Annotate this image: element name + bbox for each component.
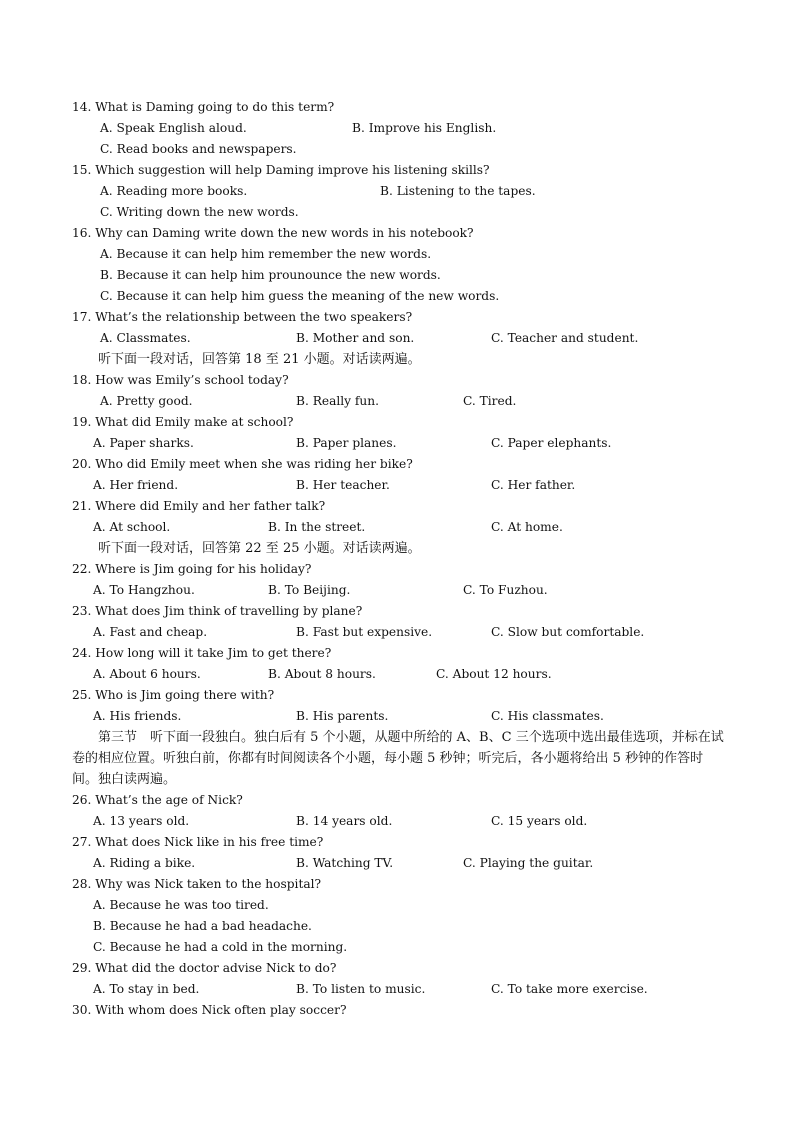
option: A. Her friend. <box>93 478 179 492</box>
option: B. 14 years old. <box>296 814 393 828</box>
option: B. To Beijing. <box>268 583 351 597</box>
question-25: 25. Who is Jim going there with? <box>72 688 275 702</box>
instruction-dialog-18-21: 听下面一段对话，回答第 18 至 21 小题。对话读两遍。 <box>98 352 421 367</box>
instruction-dialog-22-25: 听下面一段对话，回答第 22 至 25 小题。对话读两遍。 <box>98 541 421 556</box>
question-24: 24. How long will it take Jim to get there? <box>72 646 332 660</box>
option: B. Because he had a bad headache. <box>93 919 312 933</box>
option: C. To take more exercise. <box>491 982 648 996</box>
instruction-section-3: 第三节 听下面一段独白。独白后有 5 个小题，从题中所给的 A、B、C 三个选项中选出最佳选项，并标在试卷的相应位置。听独白前，你都有时间阅读各个小题，每小题 5 秒钟；听完后，各小题将给出 5 秒钟的作答时间。独白读两遍。 <box>72 730 724 787</box>
option: A. Fast and cheap. <box>93 625 208 639</box>
option: B. Watching TV. <box>296 856 394 870</box>
option: A. Paper sharks. <box>93 436 194 450</box>
option: A. Classmates. <box>100 331 191 345</box>
option: C. His classmates. <box>491 709 604 723</box>
option: B. Listening to the tapes. <box>380 184 536 198</box>
question-21: 21. Where did Emily and her father talk? <box>72 499 326 513</box>
option: C. 15 years old. <box>491 814 588 828</box>
question-20: 20. Who did Emily meet when she was riding her bike? <box>72 457 413 471</box>
option: C. Because it can help him guess the meaning of the new words. <box>100 289 500 303</box>
option: A. To stay in bed. <box>93 982 200 996</box>
option: C. Slow but comfortable. <box>491 625 645 639</box>
question-14: 14. What is Daming going to do this term? <box>72 100 335 114</box>
question-17: 17. What’s the relationship between the two speakers? <box>72 310 413 324</box>
option: A. Riding a bike. <box>93 856 196 870</box>
option: A. 13 years old. <box>93 814 190 828</box>
question-28: 28. Why was Nick taken to the hospital? <box>72 877 322 891</box>
option: C. Tired. <box>463 394 517 408</box>
option: A. His friends. <box>93 709 182 723</box>
option: B. Fast but expensive. <box>296 625 433 639</box>
option: B. Because it can help him prounounce the new words. <box>100 268 441 282</box>
question-29: 29. What did the doctor advise Nick to do? <box>72 961 337 975</box>
option: B. To listen to music. <box>296 982 426 996</box>
question-26: 26. What’s the age of Nick? <box>72 793 243 807</box>
question-18: 18. How was Emily’s school today? <box>72 373 289 387</box>
option: A. To Hangzhou. <box>93 583 195 597</box>
option: B. Really fun. <box>296 394 379 408</box>
question-30: 30. With whom does Nick often play soccer? <box>72 1003 347 1017</box>
option: C. Teacher and student. <box>491 331 639 345</box>
question-15: 15. Which suggestion will help Daming improve his listening skills? <box>72 163 490 177</box>
option: C. Writing down the new words. <box>100 205 299 219</box>
option: C. At home. <box>491 520 563 534</box>
option: C. Playing the guitar. <box>463 856 594 870</box>
question-16: 16. Why can Daming write down the new words in his notebook? <box>72 226 474 240</box>
option: A. Speak English aloud. <box>100 121 247 135</box>
option: A. About 6 hours. <box>93 667 201 681</box>
option: C. To Fuzhou. <box>463 583 548 597</box>
option: A. Because it can help him remember the new words. <box>100 247 432 261</box>
question-19: 19. What did Emily make at school? <box>72 415 294 429</box>
option: C. About 12 hours. <box>436 667 552 681</box>
option: B. Paper planes. <box>296 436 397 450</box>
option: B. Improve his English. <box>352 121 497 135</box>
option: B. About 8 hours. <box>268 667 376 681</box>
option: B. His parents. <box>296 709 389 723</box>
option: B. In the street. <box>268 520 366 534</box>
option: A. Pretty good. <box>100 394 193 408</box>
option: C. Her father. <box>491 478 576 492</box>
option: B. Mother and son. <box>296 331 415 345</box>
option: A. Because he was too tired. <box>93 898 269 912</box>
question-22: 22. Where is Jim going for his holiday? <box>72 562 312 576</box>
option: B. Her teacher. <box>296 478 390 492</box>
option: C. Because he had a cold in the morning. <box>93 940 348 954</box>
option: A. At school. <box>93 520 171 534</box>
option: C. Read books and newspapers. <box>100 142 297 156</box>
question-27: 27. What does Nick like in his free time? <box>72 835 324 849</box>
question-23: 23. What does Jim think of travelling by plane? <box>72 604 363 618</box>
option: C. Paper elephants. <box>491 436 612 450</box>
option: A. Reading more books. <box>100 184 248 198</box>
